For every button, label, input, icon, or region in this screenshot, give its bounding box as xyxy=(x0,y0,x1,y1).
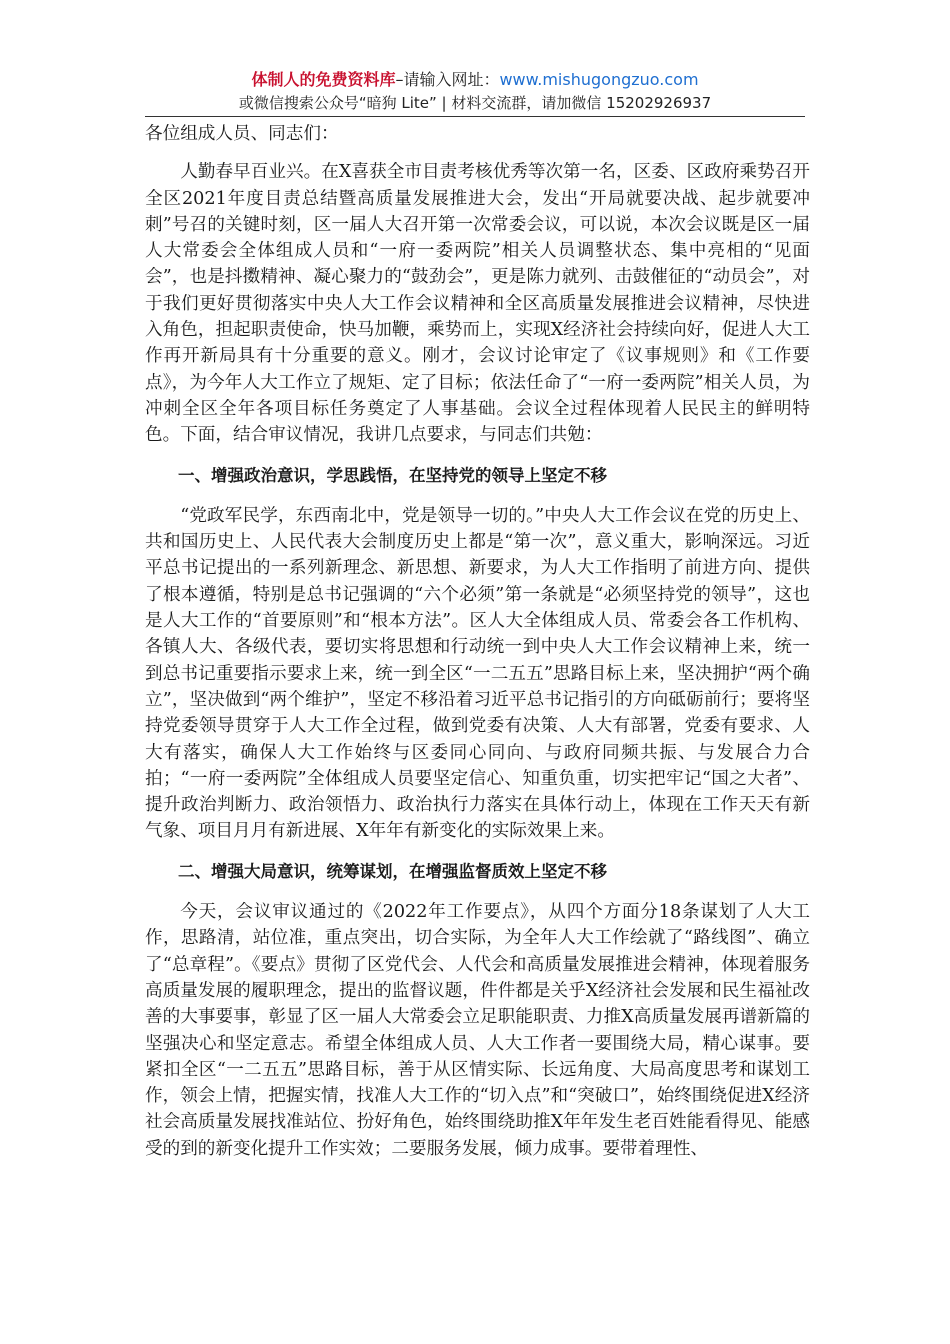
section-heading-2: 二、增强大局意识，统筹谋划，在增强监督质效上坚定不移 xyxy=(178,861,607,881)
page-header xyxy=(145,68,805,114)
section-1-paragraph: “党政军民学，东西南北中，党是领导一切的。”中央人大工作会议在党的历史上、共和国历史上、人民代表大会制度历史上都是“第一次”，意义重大，影响深远。习近平总书记提出的一系列新理念、新思想、新要求，为人大工作指明了前进方向、提供了根本遵循，特别是总书记强调的“六个必须”第一条就是“必须坚持党的领导”，这也是人大工作的“首要原则”和“根本方法”。区人大全体组成人员、常委会各工作机构、各镇人大、各级代表，要切实将思想和行动统一到中央人大工作会议精神上来，统一到总书记重要指示要求上来，统一到全区“一二五五”思路目标上来，坚决拥护“两个确立”，坚决做到“两个维护”，坚定不移沿着习近平总书记指引的方向砥砺前行；要将坚持党委领导贯穿于人大工作全过程，做到党委有决策、人大有部署，党委有要求、人大有落实，确保人大工作始终与区委同心同向、与政府同频共振、与发展合力合拍；“一府一委两院”全体组成人员要坚定信心、知重负重，切实把牢记“国之大者”、提升政治判断力、政治领悟力、政治执行力落实在具体行动上，体现在工作天天有新气象、项目月月有新进展、X年年有新变化的实际效果上来。 xyxy=(145,505,810,842)
salutation: 各位组成人员、同志们： xyxy=(145,124,339,144)
header-url-link[interactable]: www.mishugongzuo.com xyxy=(499,70,699,89)
header-divider xyxy=(145,116,805,117)
header-prompt: –请输入网址： xyxy=(395,70,500,89)
document-body xyxy=(145,121,810,1176)
header-brand: 体制人的免费资料库 xyxy=(251,70,396,89)
header-banner xyxy=(145,68,805,92)
section-heading-1: 一、增强政治意识，学思践悟，在坚持党的领导上坚定不移 xyxy=(178,465,607,485)
header-subline: 或微信搜索公众号“暗狗 Lite” | 材料交流群，请加微信 15202926937 xyxy=(238,94,712,112)
intro-paragraph: 人勤春早百业兴。在X喜获全市目责考核优秀等次第一名，区委、区政府乘势召开全区2021年度目责总结暨高质量发展推进大会，发出“开局就要决战、起步就要冲刺”号召的关键时刻，区一届人大召开第一次常委会议，可以说，本次会议既是区一届人大常委会全体组成人员和“一府一委两院”相关人员调整状态、集中亮相的“见面会”，也是抖擞精神、凝心聚力的“鼓劲会”，更是陈力就列、击鼓催征的“动员会”，对于我们更好贯彻落实中央人大工作会议精神和全区高质量发展推进会议精神，尽快进入角色，担起职责使命，快马加鞭，乘势而上，实现X经济社会持续向好，促进人大工作再开新局具有十分重要的意义。刚才，会议讨论审定了《议事规则》和《工作要点》，为今年人大工作立了规矩、定了目标；依法任命了“一府一委两院”相关人员，为冲刺全区全年各项目标任务奠定了人事基础。会议全过程体现着人民民主的鲜明特色。下面，结合审议情况，我讲几点要求，与同志们共勉： xyxy=(145,162,810,446)
section-2-paragraph: 今天，会议审议通过的《2022年工作要点》，从四个方面分18条谋划了人大工作，思路清，站位准，重点突出，切合实际，为全年人大工作绘就了“路线图”、确立了“总章程”。《要点》贯彻了区党代会、人代会和高质量发展推进会精神，体现着服务高质量发展的履职理念，提出的监督议题，件件都是关乎X经济社会发展和民生福祉改善的大事要事，彰显了区一届人大常委会立足职能职责、力推X高质量发展再谱新篇的坚强决心和坚定意志。希望全体组成人员、人大工作者一要围绕大局，精心谋事。要紧扣全区“一二五五”思路目标，善于从区情实际、长远角度、大局高度思考和谋划工作，领会上情，把握实情，找准人大工作的“切入点”和“突破口”，始终围绕促进X经济社会高质量发展找准站位、扮好角色，始终围绕助推X年年发生老百姓能看得见、能感受的到的新变化提升工作实效；二要服务发展，倾力成事。要带着理性、 xyxy=(145,902,810,1159)
